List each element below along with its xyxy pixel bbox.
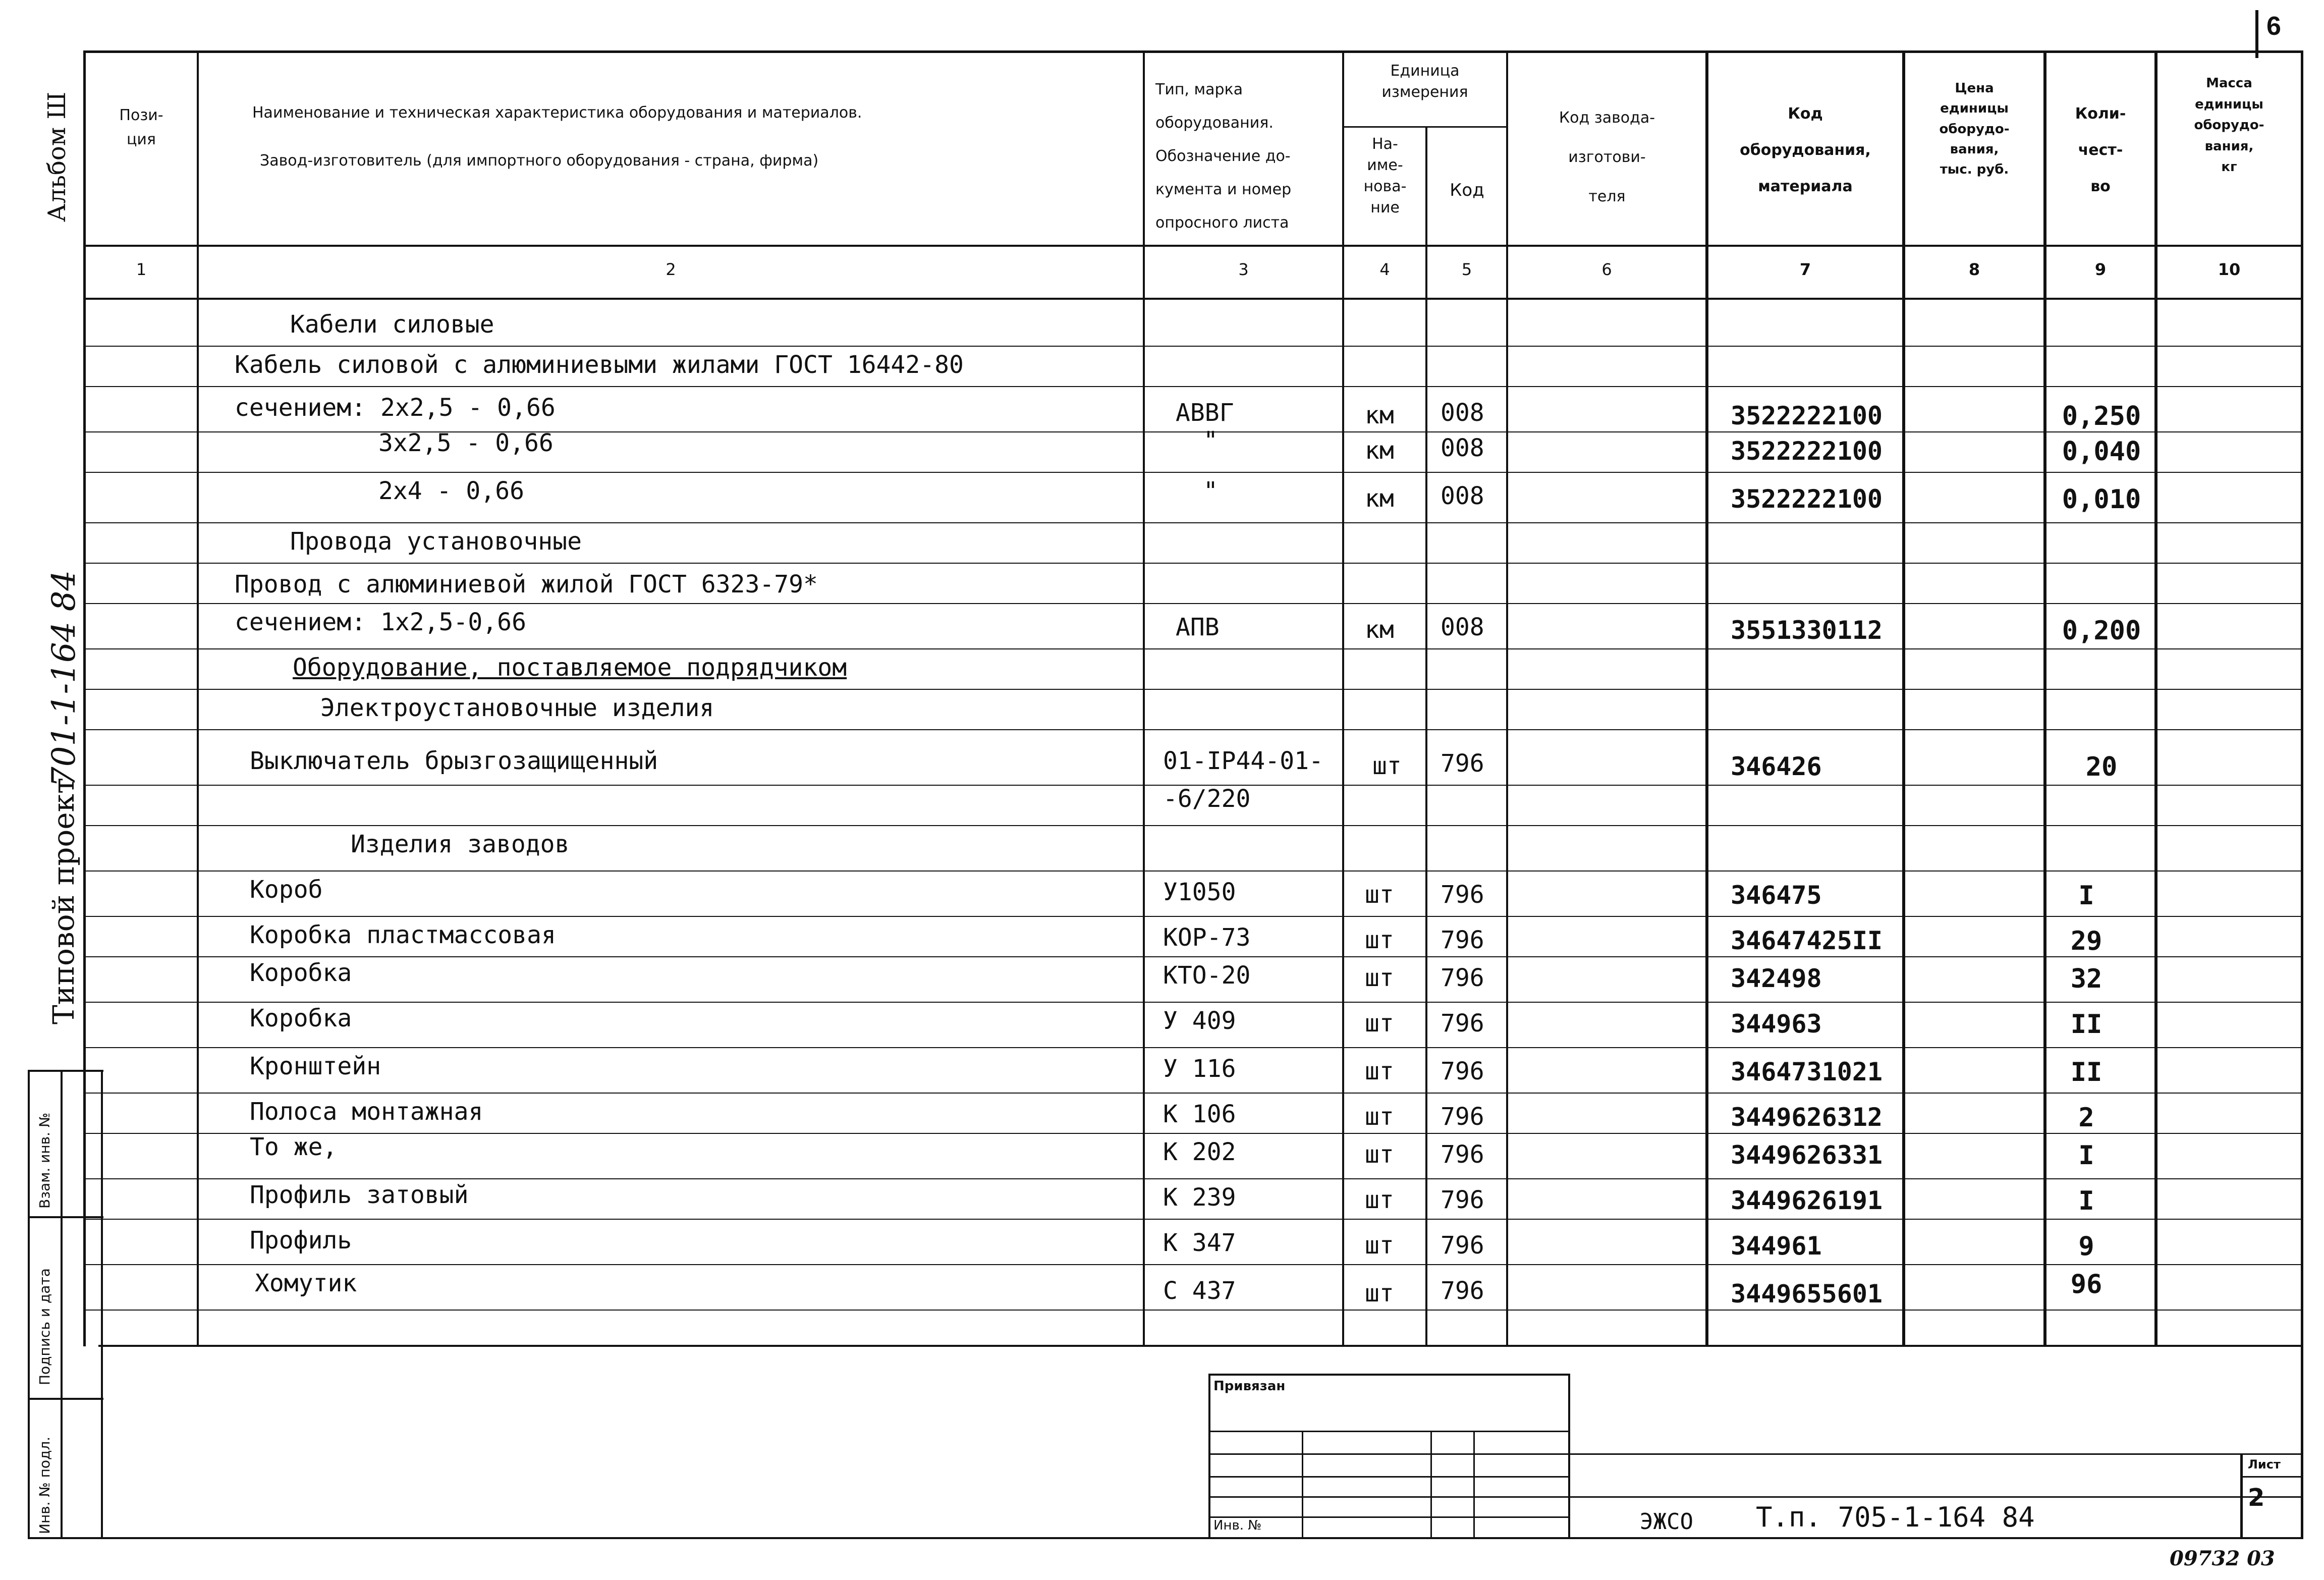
row-type: АПВ <box>1176 613 1220 641</box>
row-type: К 202 <box>1163 1138 1236 1166</box>
row-name: Кабель силовой с алюминиевыми жилами ГОСТ 16442-80 <box>235 351 964 379</box>
row-name: Кабели силовые <box>290 310 494 339</box>
row-code: 34647425II <box>1731 926 1883 955</box>
row-code: 3522222100 <box>1731 437 1883 466</box>
row-code: 346475 <box>1731 881 1822 910</box>
header-name-line2: Завод-изготовитель (для импортного оборудования - страна, фирма) <box>260 152 819 170</box>
row-unit-code: 796 <box>1441 1140 1484 1169</box>
footer-sheet-label: Лист <box>2248 1457 2281 1472</box>
row-name: Выключатель брызгозащищенный <box>250 747 658 775</box>
row-unit-code: 796 <box>1441 881 1484 909</box>
row-unit-code: 796 <box>1441 1057 1484 1085</box>
header-name-line1: Наименование и техническая характеристика оборудования и материалов. <box>252 104 862 122</box>
row-unit: шт <box>1365 881 1394 909</box>
row-name: Коробка <box>250 1004 352 1032</box>
row-code: 3522222100 <box>1731 401 1883 430</box>
colnum-6: 6 <box>1601 260 1612 279</box>
footer-inv-no: Инв. № <box>1213 1518 1262 1533</box>
row-qty: II <box>2070 1009 2102 1040</box>
row-unit: шт <box>1365 1279 1394 1307</box>
colnum-5: 5 <box>1461 260 1472 279</box>
row-unit-code: 008 <box>1441 434 1484 462</box>
header-unit-code: Код <box>1450 180 1484 200</box>
row-unit-code: 796 <box>1441 1103 1484 1131</box>
row-type: КТО-20 <box>1163 961 1251 990</box>
row-type: К 106 <box>1163 1100 1236 1128</box>
row-code: 344961 <box>1731 1231 1822 1261</box>
row-unit-code: 796 <box>1441 1009 1484 1038</box>
row-name: Полоса монтажная <box>250 1098 483 1126</box>
footer-privyazan: Привязан <box>1213 1379 1286 1394</box>
corner-mark: 09732 03 <box>2170 1547 2275 1570</box>
row-type: " <box>1203 477 1218 505</box>
row-unit: км <box>1365 484 1394 513</box>
row-code: 3522222100 <box>1731 484 1883 514</box>
row-type: 01-IP44-01- <box>1163 747 1323 775</box>
row-unit-code: 796 <box>1441 1277 1484 1305</box>
row-code: 342498 <box>1731 964 1822 993</box>
album-label: Альбом Ш <box>43 91 71 222</box>
colnum-2: 2 <box>666 260 676 279</box>
row-name: Провода установочные <box>290 527 582 556</box>
row-unit: шт <box>1365 1103 1394 1131</box>
row-name: Профиль <box>250 1226 352 1255</box>
header-price: Цена единицы оборудо- вания, тыс. руб. <box>1939 81 2010 178</box>
row-unit-code: 008 <box>1441 613 1484 641</box>
footer-doc-number: Т.п. 705-1-164 84 <box>1756 1501 2035 1533</box>
row-name: Изделия заводов <box>351 830 570 858</box>
row-name: Коробка <box>250 959 352 987</box>
row-name: Электроустановочные изделия <box>320 694 714 722</box>
row-qty: 0,040 <box>2062 437 2141 467</box>
row-qty: 29 <box>2070 926 2102 956</box>
row-type: С 437 <box>1163 1277 1236 1305</box>
row-name: сечением: 2х2,5 - 0,66 <box>235 394 556 422</box>
colnum-7: 7 <box>1799 260 1811 279</box>
colnum-4: 4 <box>1379 260 1390 279</box>
footer-sheet-number: 2 <box>2248 1484 2265 1512</box>
header-unit-name: На- име- нова- ние <box>1363 135 1407 216</box>
row-type: К 347 <box>1163 1229 1236 1257</box>
row-unit: шт <box>1365 1140 1394 1169</box>
row-qty: 0,200 <box>2062 616 2141 646</box>
row-qty: 96 <box>2070 1269 2102 1299</box>
row-unit: шт <box>1365 1231 1394 1260</box>
row-qty: 0,010 <box>2062 484 2141 515</box>
row-unit-code: 008 <box>1441 482 1484 510</box>
row-unit-code: 008 <box>1441 399 1484 427</box>
row-type: У 409 <box>1163 1007 1236 1035</box>
row-qty: I <box>2078 881 2094 911</box>
row-name: Короб <box>250 876 323 904</box>
row-unit: км <box>1365 616 1394 644</box>
row-code: 344963 <box>1731 1009 1822 1039</box>
colnum-10: 10 <box>2218 260 2241 279</box>
header-quantity: Коли- чест- во <box>2075 105 2126 195</box>
header-type: Тип, марка оборудования. Обозначение до- кумента и номер опросного листа <box>1155 81 1292 232</box>
row-type: " <box>1203 426 1218 455</box>
row-unit-code: 796 <box>1441 964 1484 992</box>
row-unit: шт <box>1365 964 1394 992</box>
colnum-9: 9 <box>2094 260 2107 279</box>
section-heading: Оборудование, поставляемое подрядчиком <box>293 653 847 682</box>
row-qty: 2 <box>2078 1103 2094 1133</box>
colnum-3: 3 <box>1238 260 1249 279</box>
row-type: -6/220 <box>1163 785 1251 813</box>
row-unit: км <box>1365 401 1394 429</box>
stamp-inv-podl: Инв. № подл. <box>36 1436 53 1534</box>
colnum-8: 8 <box>1968 260 1980 279</box>
row-name: То же, <box>250 1133 338 1161</box>
row-qty: 9 <box>2078 1231 2094 1262</box>
row-qty: 20 <box>2085 752 2118 782</box>
row-unit: шт <box>1365 1009 1394 1038</box>
row-code: 3449655601 <box>1731 1279 1883 1309</box>
row-unit: шт <box>1372 752 1402 780</box>
row-qty: I <box>2078 1186 2094 1216</box>
header-equipment-code: Код оборудования, материала <box>1740 105 1871 195</box>
stamp-vzam-inv: Взам. инв. № <box>36 1112 53 1209</box>
row-code: 3551330112 <box>1731 616 1883 645</box>
footer-org: ЭЖСО <box>1640 1509 1693 1535</box>
row-type: У 116 <box>1163 1055 1236 1083</box>
row-name: 3х2,5 - 0,66 <box>378 429 554 457</box>
row-qty: II <box>2070 1057 2102 1087</box>
page-number: 6 <box>2266 12 2281 41</box>
row-code: 346426 <box>1731 752 1822 781</box>
row-unit-code: 796 <box>1441 926 1484 954</box>
row-name: Профиль затовый <box>250 1181 469 1209</box>
row-name: 2х4 - 0,66 <box>378 477 524 505</box>
header-plant-code: Код завода- изготови- теля <box>1559 109 1655 205</box>
row-code: 3464731021 <box>1731 1057 1883 1086</box>
row-unit: шт <box>1365 926 1394 954</box>
row-qty: I <box>2078 1140 2094 1171</box>
row-unit-code: 796 <box>1441 1186 1484 1214</box>
row-unit: км <box>1365 437 1394 465</box>
header-mass: Масса единицы оборудо- вания, кг <box>2194 76 2264 175</box>
row-type: КОР-73 <box>1163 923 1251 952</box>
row-type: К 239 <box>1163 1183 1236 1212</box>
row-name: Коробка пластмассовая <box>250 921 556 949</box>
row-code: 3449626191 <box>1731 1186 1883 1215</box>
project-code: 701-1-164 84 <box>45 570 83 787</box>
row-qty: 0,250 <box>2062 401 2141 431</box>
row-qty: 32 <box>2070 964 2102 994</box>
colnum-1: 1 <box>136 260 147 279</box>
stamp-signature-date: Подпись и дата <box>36 1268 53 1385</box>
row-type: У1050 <box>1163 878 1236 906</box>
row-code: 3449626312 <box>1731 1103 1883 1132</box>
row-unit: шт <box>1365 1057 1394 1085</box>
header-unit-title: Единица измерения <box>1381 62 1468 101</box>
project-label: Типовой проект <box>46 778 81 1024</box>
row-unit-code: 796 <box>1441 1231 1484 1260</box>
row-code: 3449626331 <box>1731 1140 1883 1170</box>
row-name: сечением: 1х2,5-0,66 <box>235 608 526 636</box>
row-name: Провод с алюминиевой жилой ГОСТ 6323-79* <box>235 570 818 598</box>
row-name: Хомутик <box>255 1269 357 1297</box>
header-position: Пози- ция <box>119 106 163 148</box>
row-type: АВВГ <box>1176 399 1234 427</box>
row-unit: шт <box>1365 1186 1394 1214</box>
row-unit-code: 796 <box>1441 749 1484 778</box>
row-name: Кронштейн <box>250 1052 381 1080</box>
